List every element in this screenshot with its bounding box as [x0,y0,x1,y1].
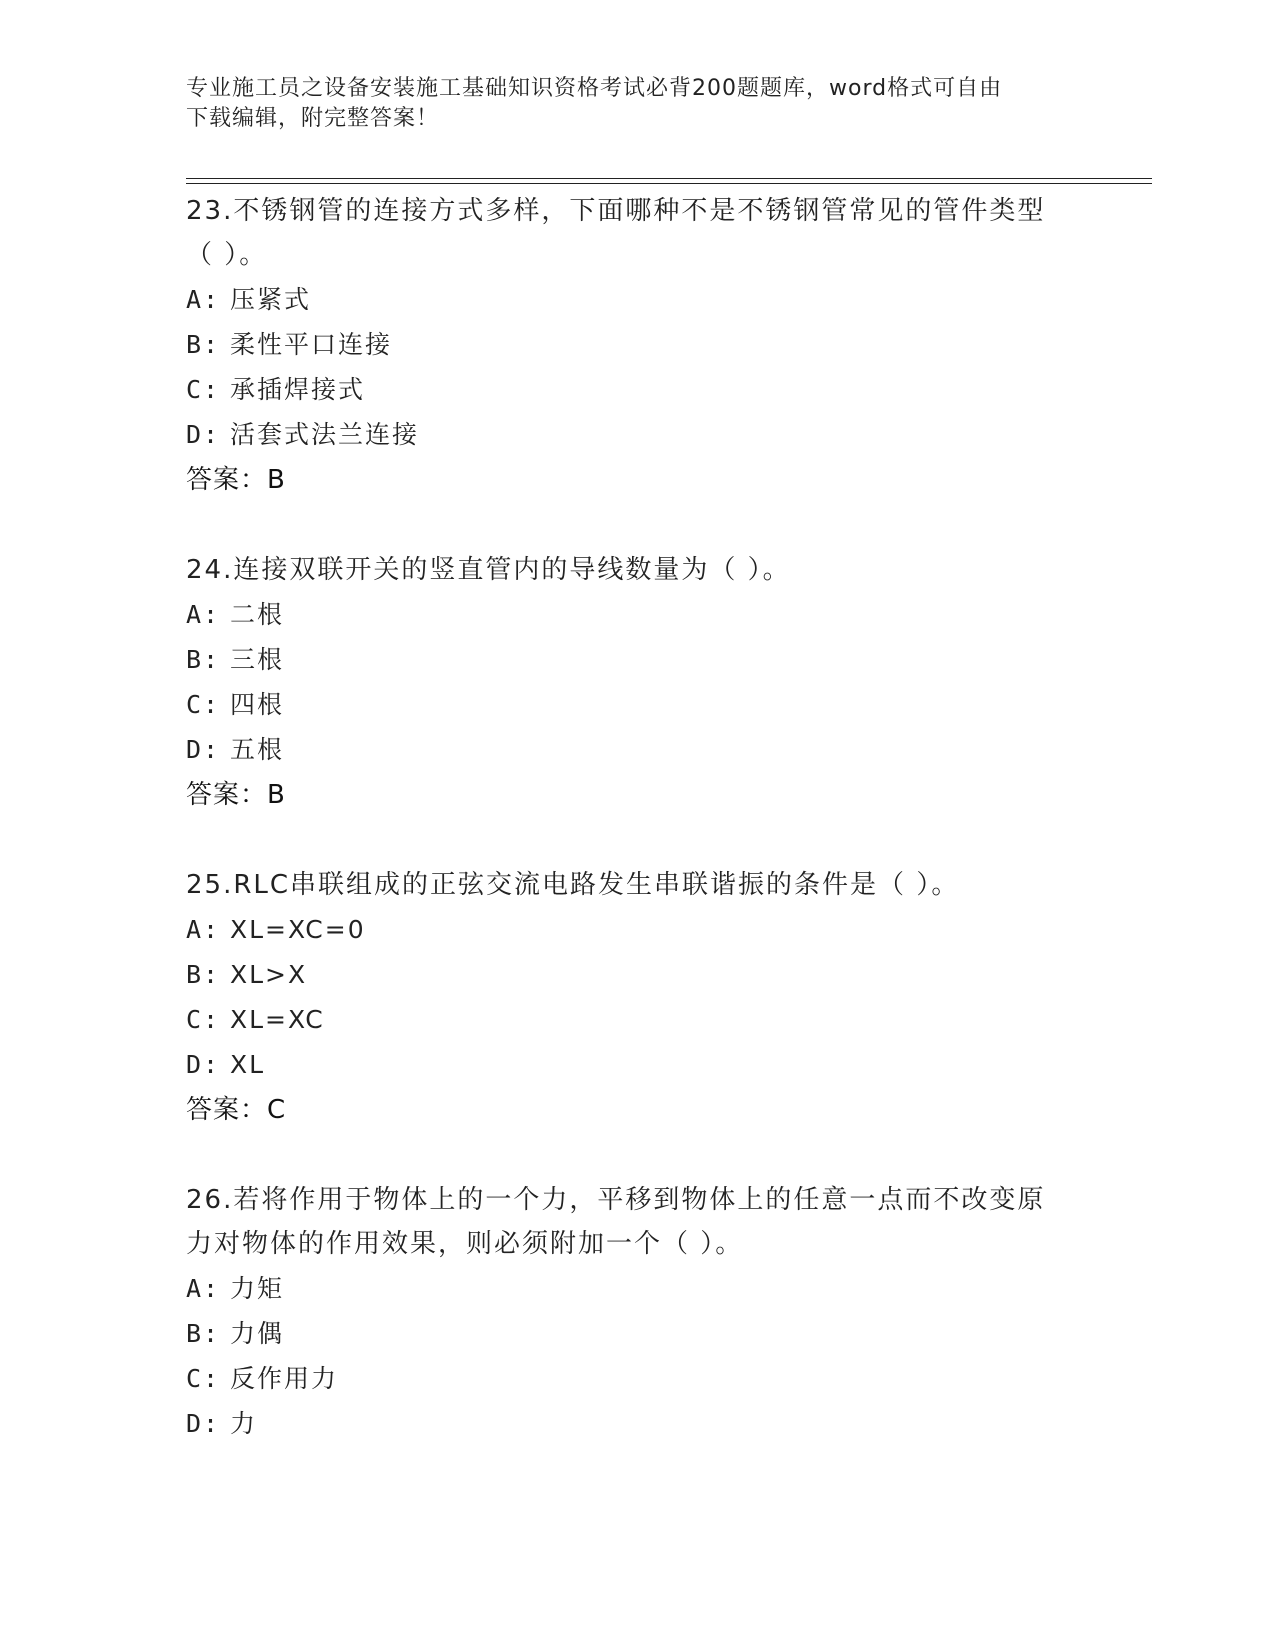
question-24 [186,548,1086,818]
question-spacer [186,818,1086,863]
question-stem: 23.不锈钢管的连接方式多样，下面哪种不是不锈钢管常见的管件类型 [186,196,1046,226]
question-spacer [186,503,1086,548]
option-c: C: XL=XC [186,1005,325,1034]
option-a: A: XL=XC=0 [186,915,366,944]
header-line-1: 专业施工员之设备安装施工基础知识资格考试必背200题题库，word格式可自由 [186,76,1003,101]
question-23 [186,189,1086,503]
option-d: D: 力 [186,1409,258,1438]
option-c: C: 四根 [186,690,285,719]
question-stem: 26.若将作用于物体上的一个力，平移到物体上的任意一点而不改变原 [186,1185,1046,1215]
question-26 [186,1178,1086,1446]
option-d: D: XL [186,1050,266,1079]
document-header [186,74,1076,134]
answer-label: 答案：B [186,780,286,810]
question-list [186,189,1086,1446]
question-stem-continued: （ ）。 [186,240,268,270]
option-c: C: 承插焊接式 [186,375,366,404]
question-stem: 24.连接双联开关的竖直管内的导线数量为（ ）。 [186,555,791,585]
option-a: A: 二根 [186,600,285,629]
question-25 [186,863,1086,1133]
answer-label: 答案：B [186,465,286,495]
option-b: B: 力偶 [186,1319,285,1348]
question-stem: 25.RLC串联组成的正弦交流电路发生串联谐振的条件是（ ）。 [186,870,960,900]
question-spacer [186,1133,1086,1178]
option-b: B: 三根 [186,645,285,674]
option-c: C: 反作用力 [186,1364,339,1393]
option-a: A: 压紧式 [186,285,312,314]
option-b: B: 柔性平口连接 [186,330,393,359]
option-b: B: XL>X [186,960,308,989]
option-d: D: 活套式法兰连接 [186,420,420,449]
header-divider-top [186,178,1152,179]
answer-label: 答案：C [186,1095,287,1125]
header-line-2: 下载编辑，附完整答案！ [186,106,440,131]
option-d: D: 五根 [186,735,285,764]
option-a: A: 力矩 [186,1274,285,1303]
header-divider-bottom [186,183,1152,184]
question-stem-continued: 力对物体的作用效果，则必须附加一个（ ）。 [186,1229,744,1259]
